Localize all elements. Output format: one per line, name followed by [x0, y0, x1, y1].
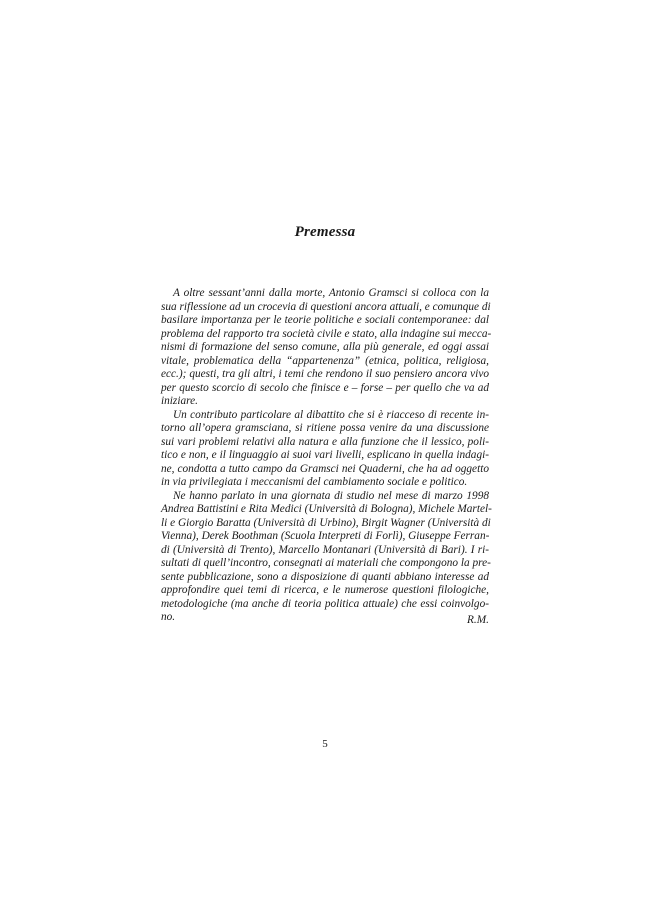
paragraph-3-line: Ne hanno parlato in una giornata di studio nel mese di marzo 1998 [173, 489, 489, 502]
paragraph-1-line: nismi di formazione del senso comune, alla più generale, ed oggi assai [161, 341, 489, 353]
author-signature: R.M. [467, 614, 489, 626]
paragraph-3-line: di (Università di Trento), Marcello Montanari (Università di Bari). I ri- [161, 543, 489, 556]
paragraph-1-line: sua riflessione ad un crocevia di questioni ancora attuali, e comunque di [161, 300, 491, 313]
paragraph-2-line: in via privilegiata i meccanismi del cambiamento sociale e politico. [161, 476, 468, 488]
paragraph-3-line: sente pubblicazione, sono a disposizione di quanti abbiano interesse ad [161, 570, 489, 583]
paragraph-1-line: basilare importanza per le teorie politiche e sociali contemporanee: dal [161, 314, 489, 326]
paragraph-1-line: iniziare. [161, 395, 198, 407]
page-title: Premessa [294, 224, 356, 240]
paragraph-3-line: Vienna), Derek Boothman (Scuola Interpreti di Forlì), Giuseppe Ferran- [161, 530, 490, 542]
paragraph-3-line: approfondire quei temi di ricerca, e le numerose questioni filologiche, [161, 584, 489, 596]
paragraph-3-line: Andrea Battistini e Rita Medici (Università di Bologna), Michele Martel- [161, 503, 492, 515]
paragraph-2-line: ne, condotta a tutto campo da Gramsci nei Quaderni, che ha ad oggetto [161, 462, 489, 475]
paragraph-1-line: ecc.); questi, tra gli altri, i temi che rendono il suo pensiero ancora vivo [161, 368, 489, 380]
paragraph-3-line: metodologiche (ma anche di teoria politica attuale) che essi coinvolgo- [161, 597, 489, 610]
paragraph-1-line: per questo scorcio di secolo che finisce e – forse – per quello che va ad [161, 381, 489, 394]
paragraph-1-line: problema del rapporto tra società civile e stato, alla indagine sui mecca- [161, 327, 492, 340]
paragraph-3-line: li e Giorgio Baratta (Università di Urbino), Birgit Wagner (Università di [161, 516, 491, 529]
paragraph-1-line: A oltre sessant’anni dalla morte, Antonio Gramsci si colloca con la [173, 287, 489, 299]
paragraph-2-line: Un contributo particolare al dibattito che si è riacceso di recente in- [173, 408, 489, 421]
paragraph-3-line: no. [161, 611, 176, 623]
paragraph-1-line: vitale, problematica della “appartenenza” (etnica, politica, religiosa, [161, 354, 489, 367]
paragraph-2-line: sui vari problemi relativi alla natura e alla funzione che il lessico, poli- [161, 435, 489, 448]
paragraph-3-line: sultati di quell’incontro, consegnati ai materiali che compongono la pre- [161, 557, 491, 569]
paragraph-2-line: torno all’opera gramsciana, si ritiene possa venire da una discussione [161, 422, 489, 434]
paragraph-2-line: tico e non, e il linguaggio ai suoi vari livelli, esplicano in quella indagi- [161, 449, 489, 461]
page-number: 5 [322, 738, 328, 750]
body-text [161, 287, 492, 625]
